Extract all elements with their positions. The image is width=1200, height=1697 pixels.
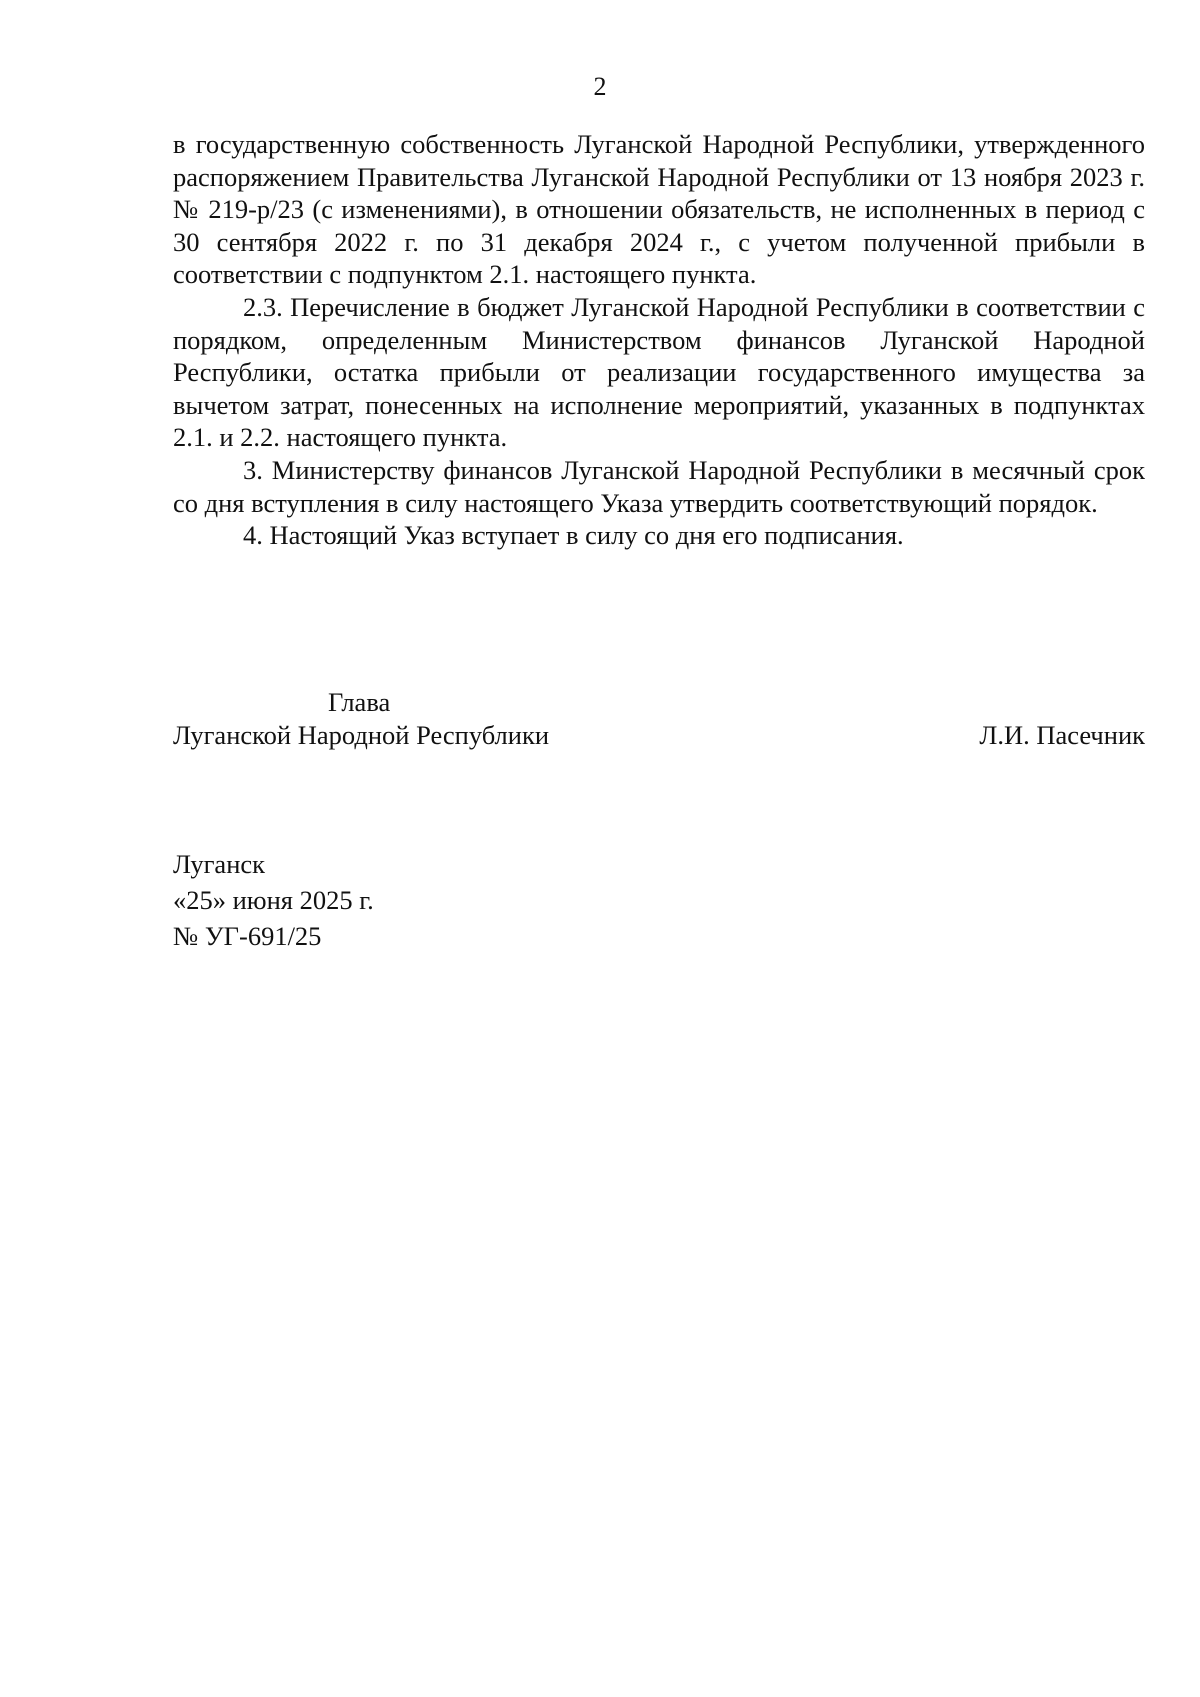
signatory-title-line1: Глава: [328, 687, 391, 717]
decree-number: № УГ-691/25: [173, 921, 322, 951]
paragraph-3: 3. Министерству финансов Луганской Народной Республики в месячный срок со дня вступления в силу настоящего Указа утвердить соответствующий порядок.: [173, 454, 1145, 518]
page-number: 2: [593, 72, 607, 101]
paragraph-continuation: в государственную собственность Луганской Народной Республики, утвержденного распоряжением Правительства Луганской Народной Республики от 13 ноября 2023 г. № 219-р/23 (с изменениями), в отношении обязательств, не исполненных в период с 30 сентября 2022 г. по 31 декабря 2024 г., с учетом полученной прибыли в соответствии с подпунктом 2.1. настоящего пункта.: [173, 129, 1145, 290]
document-body: [173, 128, 1145, 552]
signatory-title-line2: Луганской Народной Республики: [173, 719, 550, 750]
paragraph-2-3: 2.3. Перечисление в бюджет Луганской Народной Республики в соответствии с порядком, определенным Министерством финансов Луганской Народной Республики, остатка прибыли от реализации государственного имущества за вычетом затрат, понесенных на исполнение мероприятий, указанных в подпунктах 2.1. и 2.2. настоящего пункта.: [173, 291, 1145, 453]
document-footer: [173, 846, 374, 954]
paragraph-4: 4. Настоящий Указ вступает в силу со дня его подписания.: [243, 520, 904, 551]
signature-block: [173, 686, 1145, 751]
signature-row: [173, 719, 1145, 752]
signing-date: «25» июня 2025 г.: [173, 885, 374, 915]
signatory-name: Л.И. Пасечник: [979, 719, 1145, 750]
place-of-signing: Луганск: [173, 849, 266, 879]
